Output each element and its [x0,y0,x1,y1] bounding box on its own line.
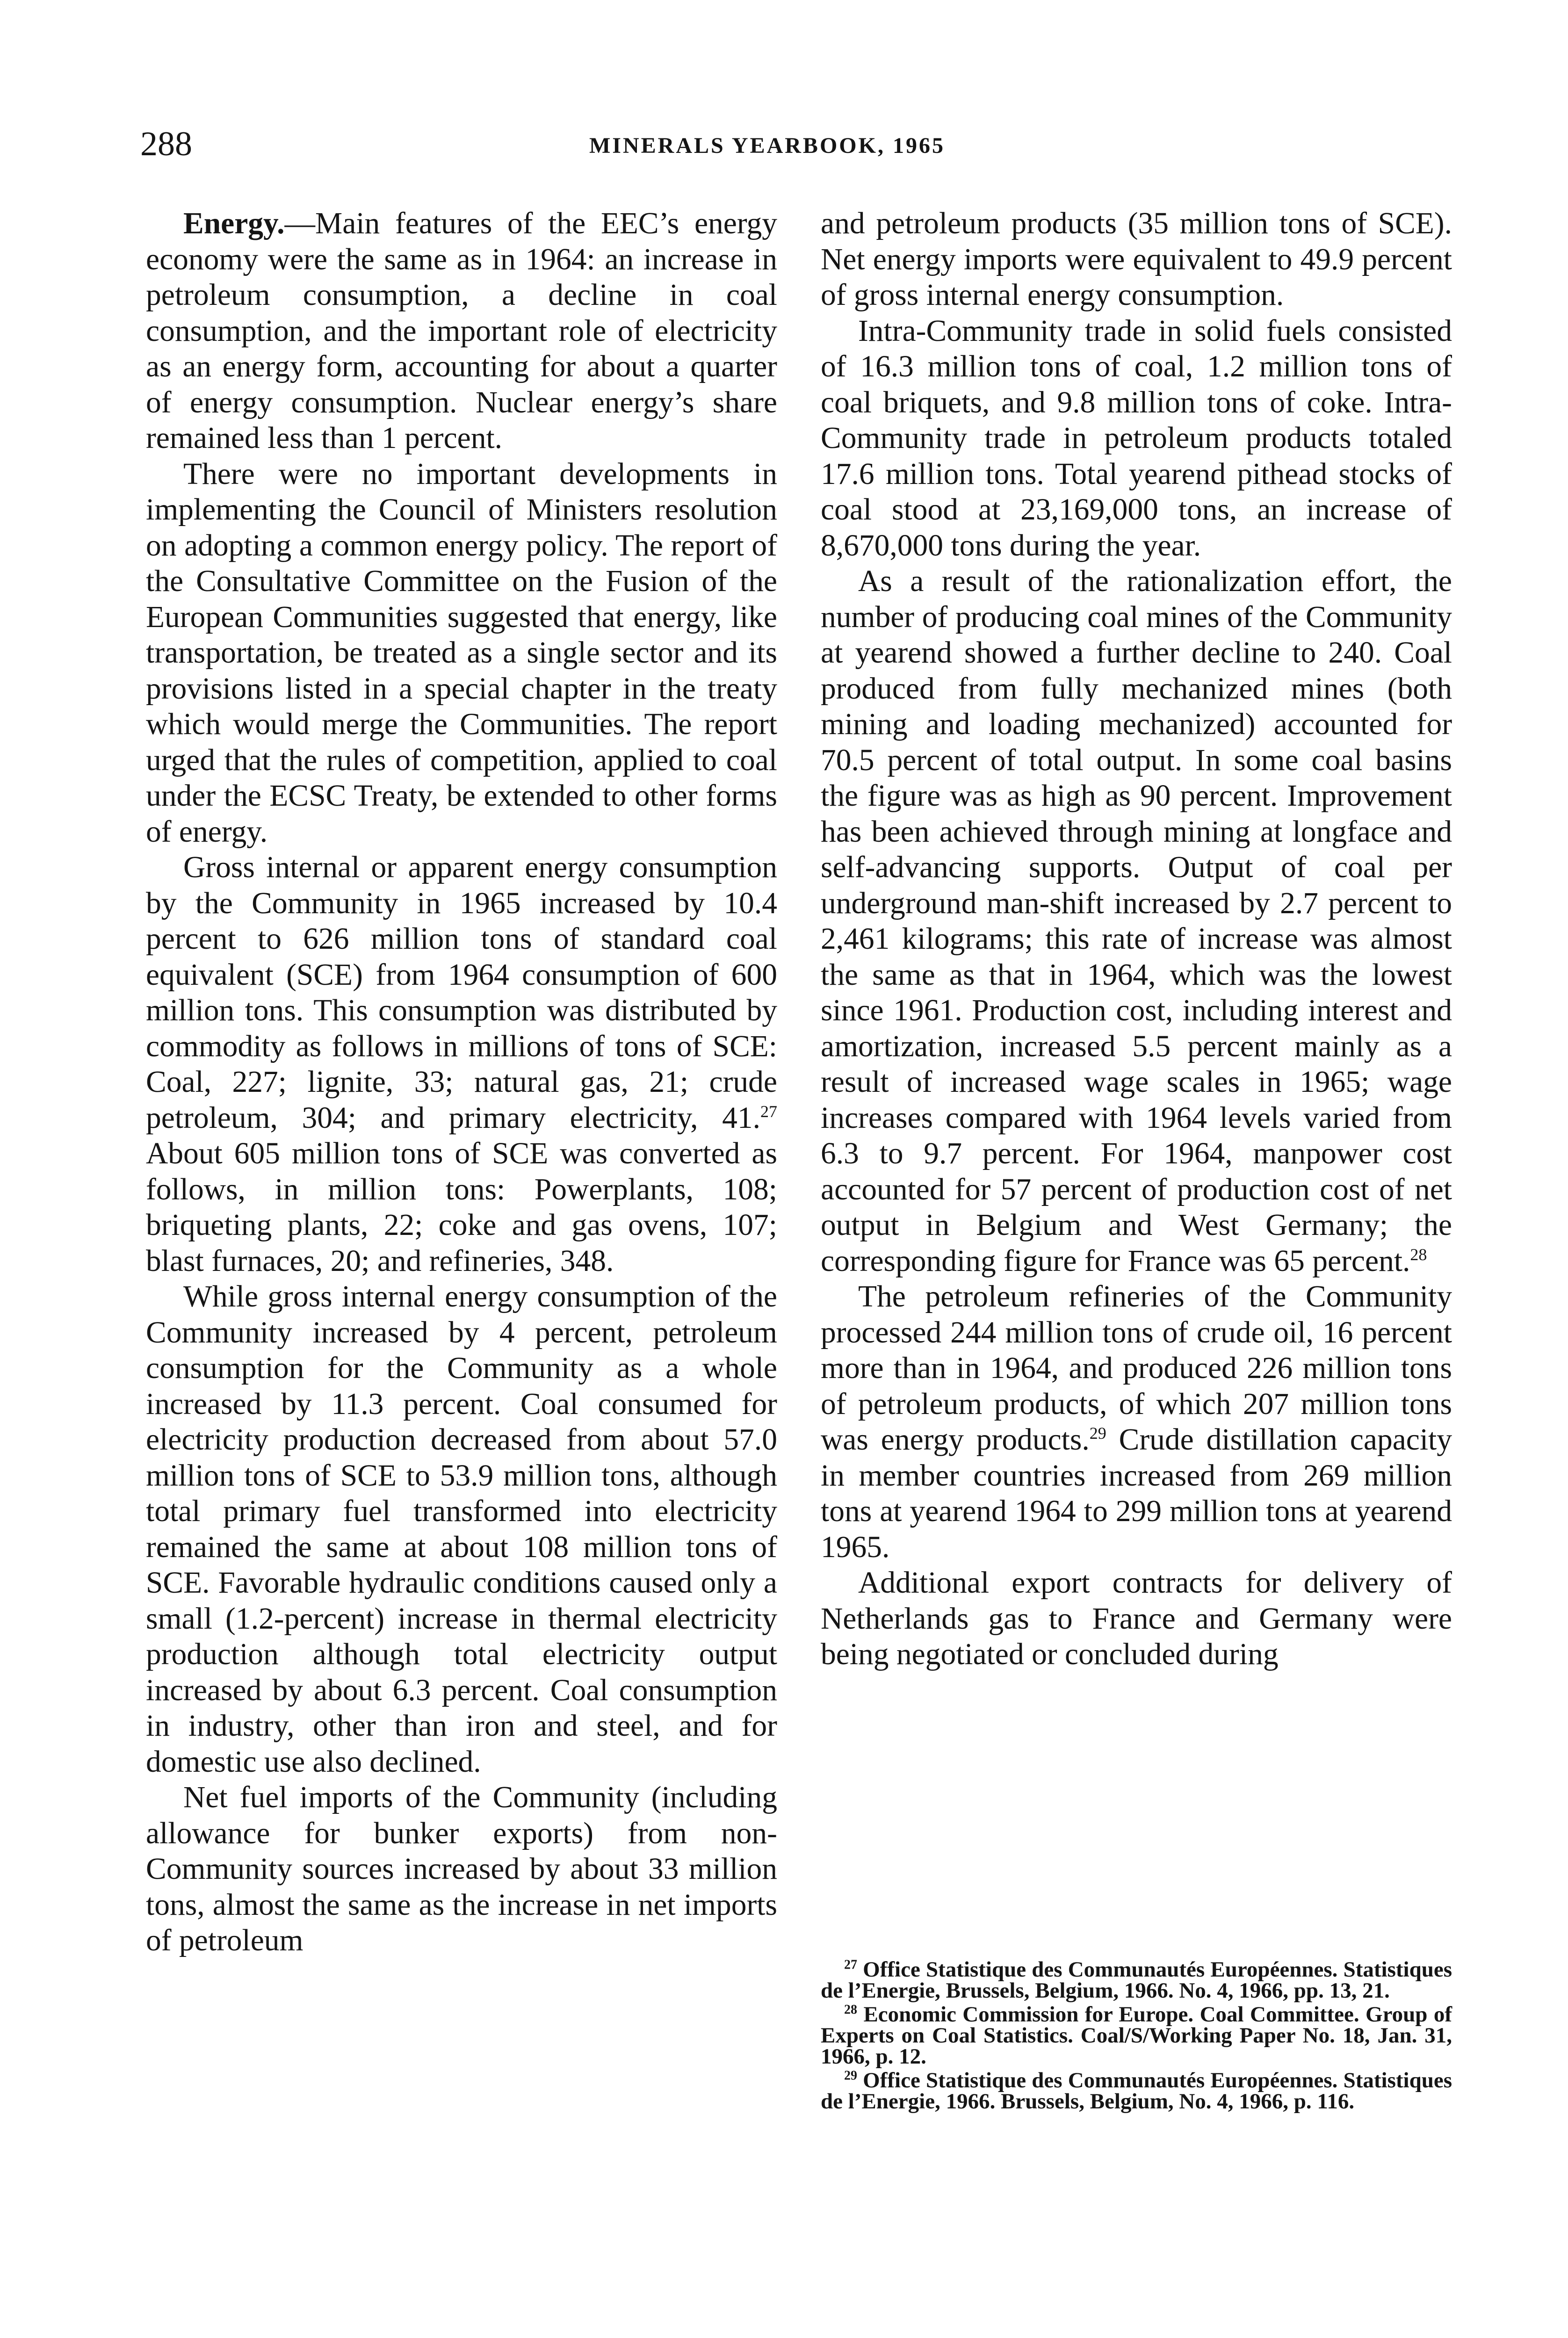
paragraph-trade: Intra-Community trade in solid fuels consisted of 16.3 million tons of coal, 1.2 million tons of coal briquets, and 9.8 million tons of coke. Intra-Community trade in petroleum products totaled 17.6 million tons. Total yearend pithead stocks of coal stood at 23,169,000 tons, an increase of 8,670,000 tons during the year. [821,314,1452,563]
footnote-27-marker: 27 [844,1957,857,1972]
footnote-29-text: Office Statistique des Communautés Européennes. Statistiques de l’Energie, 1966. Brussels, Belgium, No. 4, 1966, p. 116. [821,2068,1452,2114]
running-title: MINERALS YEARBOOK, 1965 [589,133,945,158]
footnote-ref-28[interactable]: 28 [1410,1245,1427,1264]
page-number: 288 [140,125,192,163]
footnote-ref-29[interactable]: 29 [1089,1424,1106,1443]
paragraph-refineries [821,1279,1452,1565]
paragraph-petroleum-consumption: While gross internal energy consumption of the Community increased by 4 percent, petroleum consumption for the Community as a whole increased by 11.3 percent. Coal consumed for electricity production decreased from about 57.0 million tons of SCE to 53.9 million tons, although total primary fuel transformed into electricity remained the same at about 108 million tons of SCE. Favorable hydraulic conditions caused only a small (1.2-percent) increase in thermal electricity production although total electricity output increased by about 6.3 percent. Coal consumption in industry, other than iron and steel, and for domestic use also declined. [146,1280,777,1779]
footnote-27-text: Office Statistique des Communautés Européennes. Statistiques de l’Energie, Brussels, Belgium, 1966. No. 4, 1966, pp. 13, 21. [821,1957,1452,2003]
paragraph-rationalization-text: As a result of the rationalization effort, the number of producing coal mines of the Community at yearend showed a further decline to 240. Coal produced from fully mechanized mines (both mining and loading mechanized) accounted for 70.5 percent of total output. In some coal basins the figure was as high as 90 percent. Improvement has been achieved through mining at longface and self-advancing supports. Output of coal per underground man-shift increased by 2.7 percent to 2,461 kilograms; this rate of increase was almost the same as that in 1964, which was the lowest since 1961. Production cost, including interest and amortization, increased 5.5 percent mainly as a result of increased wage scales in 1965; wage increases compared with 1964 levels varied from 6.3 to 9.7 percent. For 1964, manpower cost accounted for 57 percent of production cost of net output in Belgium and West Germany; the corresponding figure for France was 65 percent. [821,564,1452,1278]
footnote-27 [821,1959,1452,2001]
paragraph-consumption [146,850,777,1279]
paragraph-net-imports: Net fuel imports of the Community (including allowance for bunker exports) from non-Community sources increased by about 33 million tons, almost the same as the increase in net imports of petroleum [146,1781,777,1957]
paragraph-policy: There were no important developments in implementing the Council of Ministers resolution on adopting a common energy policy. The report of the Consultative Committee on the Fusion of the European Communities suggested that energy, like transportation, be treated as a single sector and its provisions listed in a special chapter in the treaty which would merge the Communities. The report urged that the rules of competition, applied to coal under the ECSC Treaty, be extended to other forms of energy. [146,457,777,849]
left-column [146,206,777,1959]
paragraph-consumption-part-b: About 605 million tons of SCE was converted as follows, in million tons: Powerplants, 108; briqueting plants, 22; coke and gas ovens, 107; blast furnaces, 20; and refineries, 348. [146,1137,777,1278]
right-column [821,206,1452,1673]
paragraph-export-contracts: Additional export contracts for delivery of Netherlands gas to France and Germany were being negotiated or concluded during [821,1566,1452,1671]
footnote-29-marker: 29 [844,2068,857,2083]
paragraph-energy-body: —Main features of the EEC’s energy economy were the same as in 1964: an increase in petroleum consumption, a decline in coal consumption, and the important role of electricity as an energy form, accounting for about a quarter of energy consumption. Nuclear energy’s share remained less than 1 percent. [146,207,777,455]
paragraph-imports-continued: and petroleum products (35 million tons of SCE). Net energy imports were equivalent to 49.9 percent of gross internal energy consumption. [821,207,1452,312]
footnote-29 [821,2070,1452,2112]
footnote-28-text: Economic Commission for Europe. Coal Committee. Group of Experts on Coal Statistics. Coal/S/Working Paper No. 18, Jan. 31, 1966, p. 12. [821,2002,1452,2069]
paragraph-consumption-part-a: Gross internal or apparent energy consumption by the Community in 1965 increased by 10.4 percent to 626 million tons of standard coal equivalent (SCE) from 1964 consumption of 600 million tons. This consumption was distributed by commodity as follows in millions of tons of SCE: Coal, 227; lignite, 33; natural gas, 21; crude petroleum, 304; and primary electricity, 41. [146,851,777,1135]
footnotes [821,1959,1452,2112]
footnote-ref-27[interactable]: 27 [760,1102,777,1121]
paragraph-rationalization [821,563,1452,1279]
paragraph-refineries-part-a: The petroleum refineries of the Community processed 244 million tons of crude oil, 16 percent more than in 1964, and produced 226 million tons of petroleum products, of which 207 million tons was energy products. [821,1280,1452,1457]
paragraph-energy [146,206,777,456]
section-lead-energy: Energy. [183,207,285,240]
footnote-28-marker: 28 [844,2002,857,2017]
paragraph-refineries-part-b: Crude distillation capacity in member countries increased from 269 million tons at yearend 1964 to 299 million tons at yearend 1965. [821,1423,1452,1564]
footnote-28 [821,2004,1452,2067]
